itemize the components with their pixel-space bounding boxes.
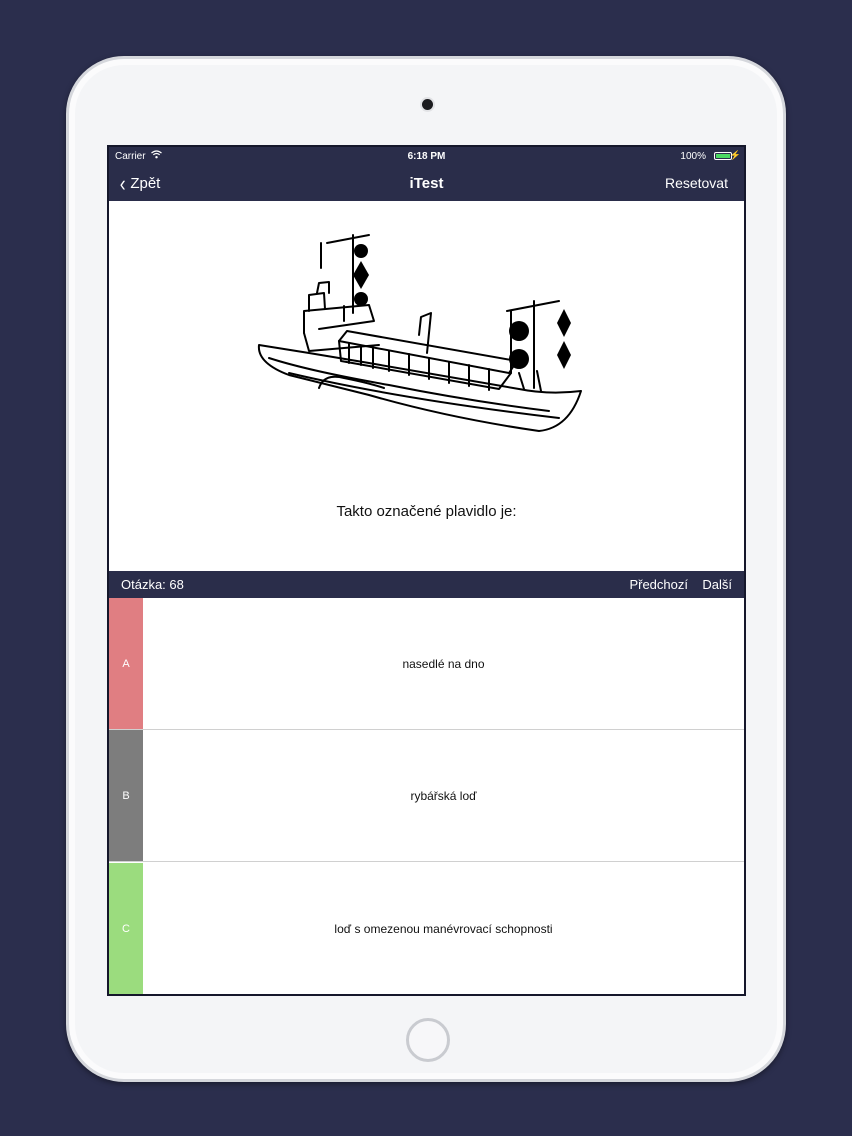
answer-option-c[interactable]: [109, 863, 744, 995]
home-button[interactable]: [406, 1018, 450, 1062]
reset-button[interactable]: Resetovat: [664, 175, 728, 191]
answer-letter: A: [109, 598, 143, 729]
app-screen: [107, 145, 746, 996]
back-label: Zpět: [130, 175, 161, 192]
page-title: iTest: [409, 175, 444, 192]
question-number: Otázka: 68: [121, 577, 184, 592]
answer-option-a[interactable]: [109, 598, 744, 730]
charging-icon: ⚡: [729, 150, 741, 160]
ship-illustration: [249, 213, 589, 443]
answer-option-b[interactable]: [109, 730, 744, 862]
answer-text: nasedlé na dno: [402, 656, 485, 671]
question-area: [109, 201, 744, 571]
chevron-left-icon: ‹: [119, 170, 126, 196]
carrier-label: Carrier: [115, 151, 146, 162]
status-bar: [109, 147, 744, 167]
camera: [422, 99, 433, 110]
question-navigation-bar: [109, 571, 744, 598]
next-button[interactable]: Další: [702, 577, 732, 592]
answer-text: loď s omezenou manévrovací schopnosti: [334, 922, 553, 936]
answer-letter: C: [109, 863, 143, 995]
previous-button[interactable]: Předchozí: [629, 577, 688, 592]
question-text: Takto označené plavidlo je:: [336, 503, 517, 520]
navigation-bar: [109, 167, 744, 201]
battery-percent: 100%: [680, 151, 706, 162]
clock: 6:18 PM: [407, 151, 446, 162]
answer-text: rybářská loď: [410, 788, 477, 803]
answer-letter: B: [109, 730, 143, 861]
